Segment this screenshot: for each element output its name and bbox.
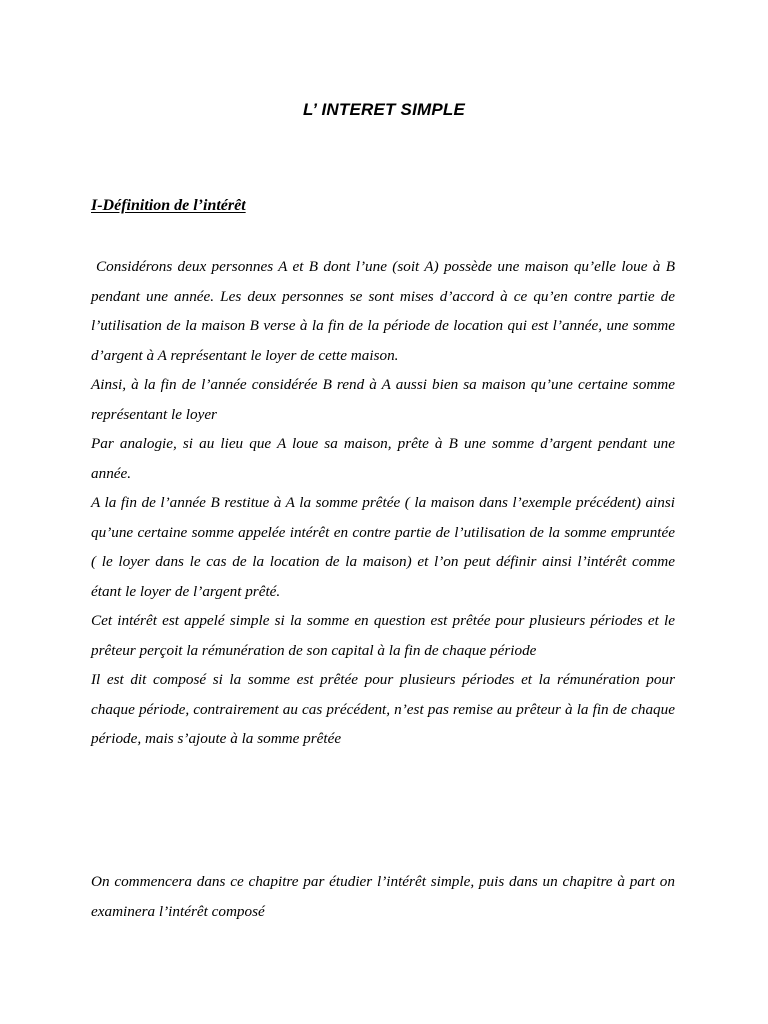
paragraph-simple-interest: Cet intérêt est appelé simple si la somme en question est prêtée pour plusieurs périodes et le prêteur perçoit la rémunération de son capital à la fin de chaque période bbox=[91, 612, 675, 659]
page-title: L’ INTERET SIMPLE bbox=[302, 100, 466, 119]
section-heading: I-Définition de l’intérêt bbox=[91, 197, 246, 214]
paragraph-compound-interest: Il est dit composé si la somme est prêtée pour plusieurs périodes et la rémunération pour chaque période, contrairement au cas précédent, n’est pas remise au prêteur à la fin de chaque période, mais s’ajoute à la somme prêtée bbox=[91, 671, 675, 747]
paragraph-house-rental: Considérons deux personnes A et B dont l’une (soit A) possède une maison qu’elle loue à B pendant une année. Les deux personnes se sont mises d’accord à ce qu’en contre partie de l’utilisation de la maison B verse à la fin de la période de location qui est l’année, une somme d’argent à A représentant le loyer de cette maison. bbox=[91, 258, 675, 364]
paragraph-end-of-year: Ainsi, à la fin de l’année considérée B rend à A aussi bien sa maison qu’une certaine somme représentant le loyer bbox=[91, 376, 675, 423]
paragraph-analogy: Par analogie, si au lieu que A loue sa maison, prête à B une somme d’argent pendant une année. bbox=[91, 435, 675, 482]
body-text-block bbox=[91, 252, 675, 754]
paragraph-interest-definition: A la fin de l’année B restitue à A la somme prêtée ( la maison dans l’exemple précédent) ainsi qu’une certaine somme appelée intérêt en contre partie de l’utilisation de la somme empruntée ( le loyer dans le cas de la location de la maison) et l’on peut définir ainsi l’intérêt comme étant le loyer de l’argent prêté. bbox=[91, 494, 675, 600]
closing-text-block bbox=[91, 867, 675, 926]
paragraph-chapter-plan: On commencera dans ce chapitre par étudier l’intérêt simple, puis dans un chapitre à part on examinera l’intérêt composé bbox=[91, 873, 675, 920]
